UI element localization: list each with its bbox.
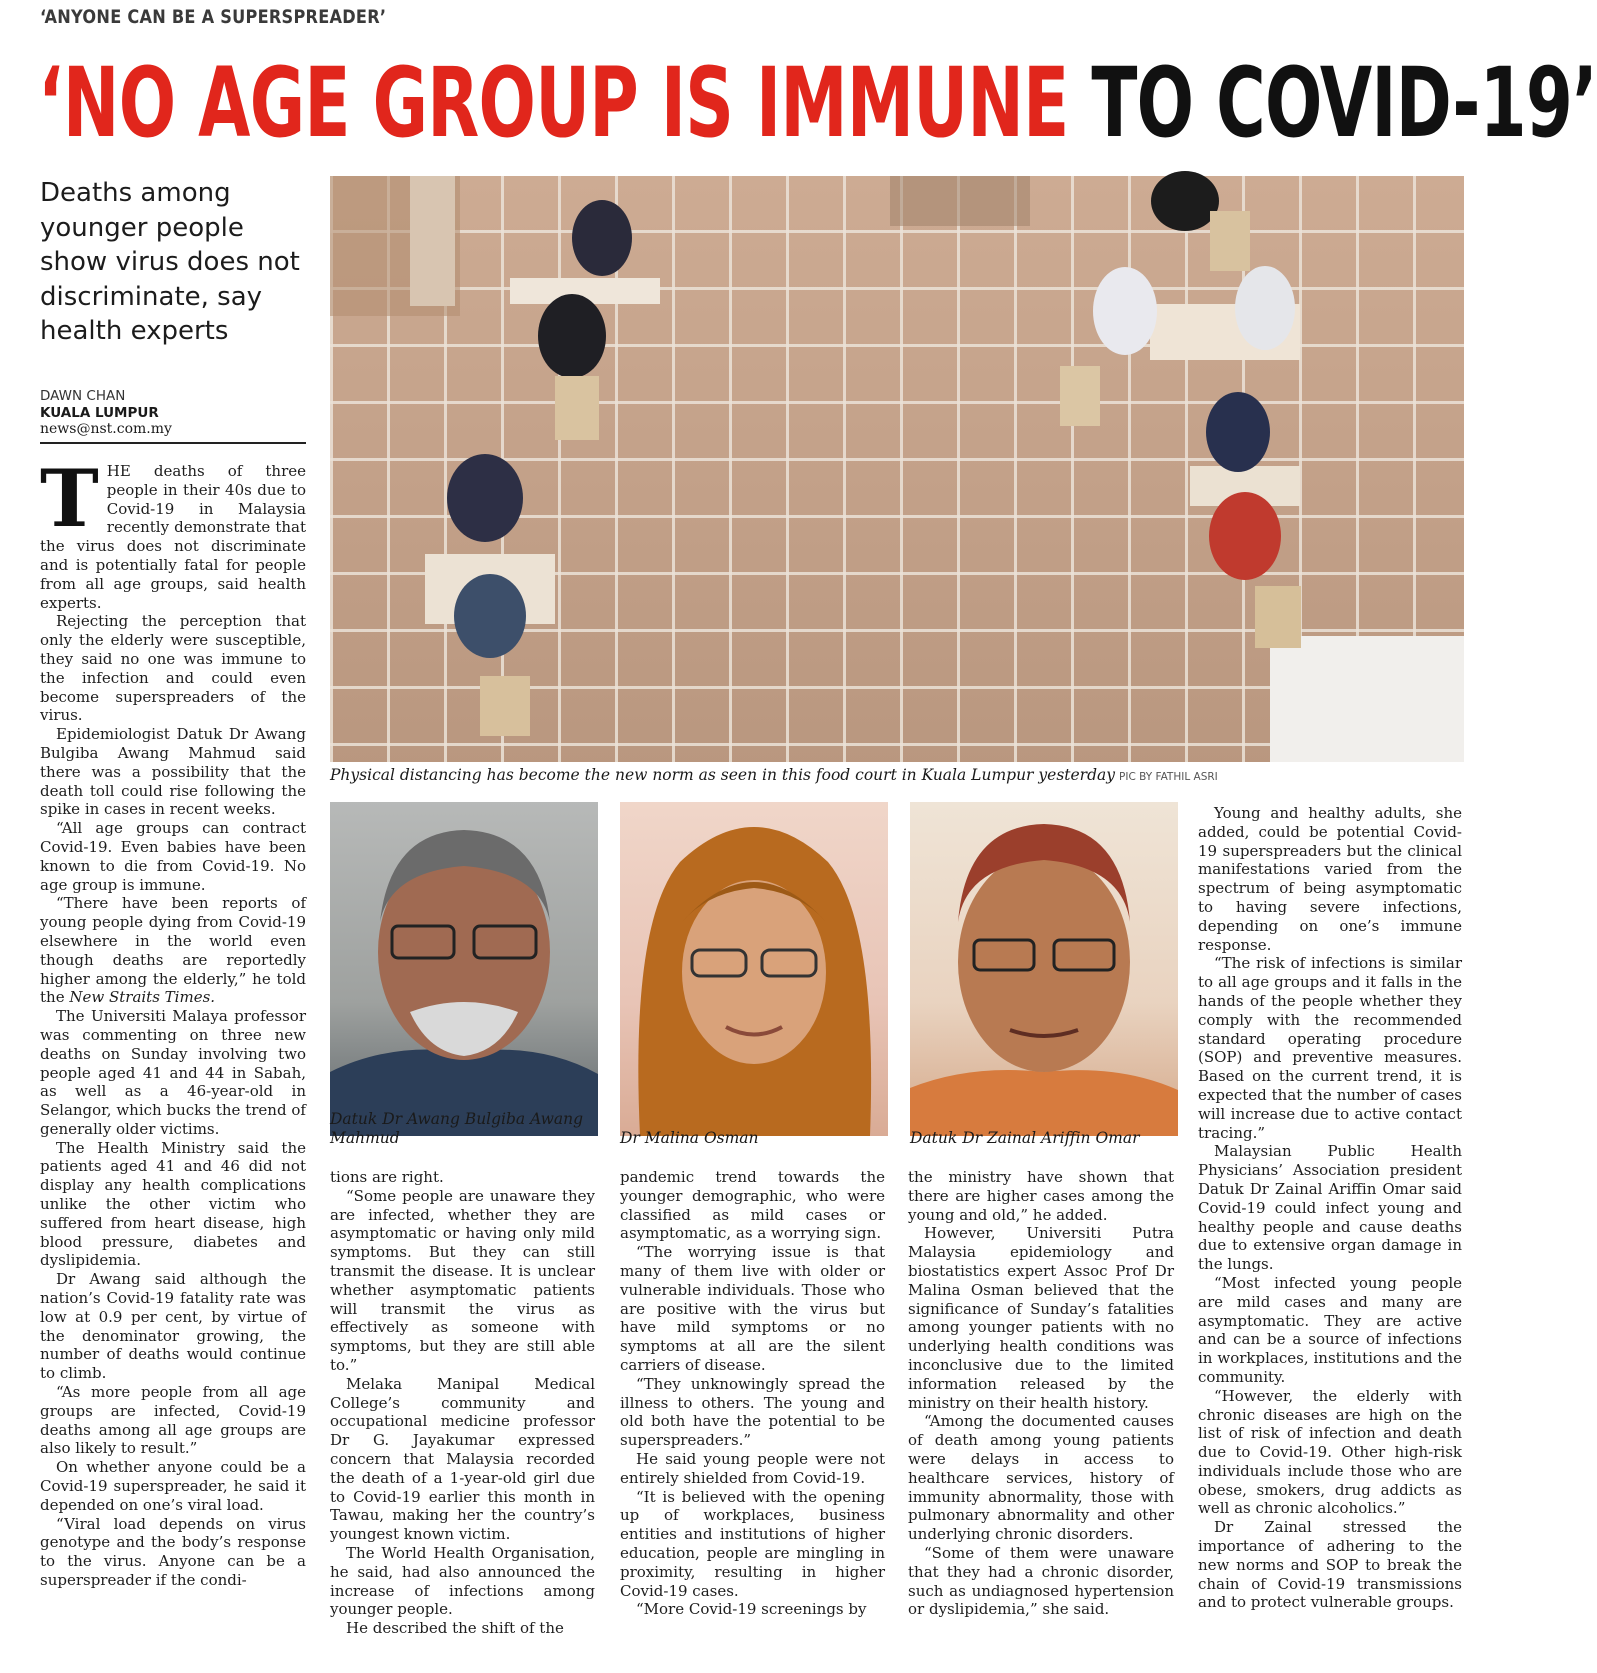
publication-name: New Straits Times. bbox=[69, 988, 216, 1007]
portrait-caption-zainal: Datuk Dr Zainal Ariffin Omar bbox=[910, 1129, 1140, 1147]
headline bbox=[38, 48, 1597, 158]
paragraph-text: HE deaths of three people in their 40s due to Covid-19 in Malaysia recently demonstrate that the virus does not discriminate and is potentially fatal for people from all age groups, said health experts. bbox=[40, 462, 306, 612]
drop-cap: T bbox=[40, 452, 99, 545]
photo-credit: PIC BY FATHIL ASRI bbox=[1119, 771, 1218, 783]
paragraph: Epidemiologist Datuk Dr Awang Bulgiba Awang Mahmud said there was a possibility that the death toll could rise following the spike in cases in recent weeks. bbox=[40, 725, 306, 819]
paragraph: He described the shift of the bbox=[346, 1619, 564, 1638]
portrait-awang-drawing bbox=[330, 802, 598, 1136]
paragraph: “They unknowingly spread the illness to others. The young and old both have the potential to be superspreaders.” bbox=[620, 1374, 885, 1450]
paragraph: “The worrying issue is that many of them live with older or vulnerable individuals. Those who are positive with the virus but have mild symptoms or no symptoms at all are the silent carriers of disease. bbox=[620, 1243, 885, 1374]
paragraph: “All age groups can contract Covid-19. Even babies have been known to die from Covid-19. No age group is immune. bbox=[40, 819, 306, 894]
portrait-caption-awang: Datuk Dr Awang Bulgiba Awang Mahmud bbox=[330, 1110, 584, 1147]
paragraph bbox=[40, 452, 306, 612]
food-court-photo bbox=[330, 176, 1464, 762]
paragraph: “It is believed with the opening up of workplaces, business entities and institutions of higher education, people are mingling in proximity, resulting in higher Covid-19 cases. bbox=[620, 1487, 885, 1600]
article-column-3 bbox=[620, 1168, 885, 1619]
kicker: ‘ANYONE CAN BE A SUPERSPREADER’ bbox=[40, 6, 387, 28]
paragraph: Dr Awang said although the nation’s Covid-19 fatality rate was low at 0.9 per cent, by virtue of the denominator growing, the number of deaths would continue to climb. bbox=[40, 1270, 306, 1383]
paragraph: Melaka Manipal Medical College’s community and occupational medicine professor Dr G. Jayakumar expressed concern that Malaysia recorded the death of a 1-year-old girl due to Covid-19 earlier this month in Tawau, making her the country’s youngest known victim. bbox=[330, 1374, 595, 1544]
paragraph: On whether anyone could be a Covid-19 superspreader, he said it depended on one’s viral load. bbox=[40, 1458, 306, 1514]
paragraph: The Health Ministry said the patients aged 41 and 46 did not display any health complications unlike the other victim who suffered from heart disease, high blood pressure, diabetes and dyslipidemia. bbox=[40, 1138, 306, 1270]
photo-caption-text: Physical distancing has become the new norm as seen in this food court in Kuala Lumpur yesterday bbox=[330, 766, 1116, 784]
food-court-scene bbox=[330, 176, 1464, 762]
headline-red-part: ‘NO AGE GROUP IS IMMUNE bbox=[38, 47, 1069, 159]
byline-email: news@nst.com.my bbox=[40, 421, 172, 437]
byline-name: DAWN CHAN bbox=[40, 388, 126, 404]
paragraph: “Some people are unaware they are infected, whether they are asymptomatic or having only mild symptoms. But they can still transmit the disease. It is unclear whether asymptomatic patients will transmit the virus as effectively as someone with symptoms, but they are still able to.” bbox=[330, 1186, 595, 1374]
paragraph: Malaysian Public Health Physicians’ Association president Datuk Dr Zainal Ariffin Omar said Covid-19 could infect young and healthy people and cause deaths due to extensive organ damage in the lungs. bbox=[1198, 1142, 1462, 1274]
paragraph: “Some of them were unaware that they had a chronic disorder, such as undiagnosed hypertension or dyslipidemia,” she said. bbox=[908, 1543, 1174, 1619]
paragraph: Young and healthy adults, she added, could be potential Covid-19 superspreaders but the clinical manifestations varied from the spectrum of being asymptomatic to having severe infections, depending on one’s immune response. bbox=[1198, 804, 1462, 954]
headline-black-part: TO COVID-19’ bbox=[1068, 47, 1597, 159]
article-column-1 bbox=[40, 452, 306, 1590]
paragraph: “Among the documented causes of death among young patients were delays in access to healthcare services, history of immunity abnormality, those with pulmonary abnormality and other underlying chronic disorders. bbox=[908, 1412, 1174, 1544]
deck: Deaths among younger people show virus does not discriminate, say health experts bbox=[40, 178, 300, 346]
paragraph: “Viral load depends on virus genotype and the body’s response to the virus. Anyone can be a superspreader if the condi- bbox=[40, 1514, 306, 1590]
byline bbox=[40, 388, 172, 438]
paragraph: “As more people from all age groups are infected, Covid-19 deaths among all age groups are also likely to result.” bbox=[40, 1383, 306, 1458]
portrait-caption-malina: Dr Malina Osman bbox=[620, 1129, 759, 1147]
portrait-zainal bbox=[910, 802, 1178, 1136]
paragraph: the ministry have shown that there are higher cases among the young and old,” he added. bbox=[908, 1168, 1174, 1224]
byline-place: KUALA LUMPUR bbox=[40, 404, 159, 421]
paragraph: tions are right. bbox=[330, 1168, 444, 1186]
photo-caption bbox=[330, 766, 1218, 784]
byline-rule bbox=[40, 442, 306, 444]
portrait-malina bbox=[620, 802, 888, 1136]
article-column-2 bbox=[330, 1168, 595, 1638]
paragraph: “More Covid-19 screenings by bbox=[636, 1600, 867, 1619]
paragraph: However, Universiti Putra Malaysia epidemiology and biostatistics expert Assoc Prof Dr Malina Osman believed that the significance of Sunday’s fatalities among younger patients with no underlying health conditions was inconclusive due to the limited information released by the ministry on their health history. bbox=[908, 1224, 1174, 1412]
portrait-awang bbox=[330, 802, 598, 1136]
paragraph: He said young people were not entirely shielded from Covid-19. bbox=[620, 1449, 885, 1487]
paragraph-text: “There have been reports of young people dying from Covid-19 elsewhere in the world even though deaths are reportedly higher among the elderly,” he told the bbox=[40, 894, 306, 1007]
paragraph: Dr Zainal stressed the importance of adhering to the new norms and SOP to break the chain of Covid-19 transmissions and to protect vulnerable groups. bbox=[1198, 1518, 1462, 1612]
paragraph: “However, the elderly with chronic diseases are high on the list of risk of infection and death due to Covid-19. Other high-risk individuals include those who are obese, smokers, drug addicts as well as chronic alcoholics.” bbox=[1198, 1386, 1462, 1518]
paragraph: The Universiti Malaya professor was commenting on three new deaths on Sunday involving two people aged 41 and 44 in Sabah, as well as a 46-year-old in Selangor, which bucks the trend of generally older victims. bbox=[40, 1007, 306, 1138]
article-column-5 bbox=[1198, 804, 1462, 1612]
paragraph: The World Health Organisation, he said, had also announced the increase of infections among younger people. bbox=[330, 1543, 595, 1619]
portrait-malina-drawing bbox=[620, 802, 888, 1136]
article-column-4 bbox=[908, 1168, 1174, 1619]
paragraph: “The risk of infections is similar to all age groups and it falls in the hands of the people whether they comply with the recommended standard operating procedure (SOP) and preventive measures. Based on the current trend, it is expected that the number of cases will increase due to active contact tracing.” bbox=[1198, 954, 1462, 1142]
paragraph: “Most infected young people are mild cases and many are asymptomatic. They are active and can be a source of infections in workplaces, institutions and the community. bbox=[1198, 1273, 1462, 1386]
paragraph: Rejecting the perception that only the elderly were susceptible, they said no one was immune to the infection and could even become superspreaders of the virus. bbox=[40, 612, 306, 725]
portrait-zainal-drawing bbox=[910, 802, 1178, 1136]
paragraph bbox=[40, 894, 306, 1007]
paragraph: pandemic trend towards the younger demographic, who were classified as mild cases or asymptomatic, as a worrying sign. bbox=[620, 1168, 885, 1243]
